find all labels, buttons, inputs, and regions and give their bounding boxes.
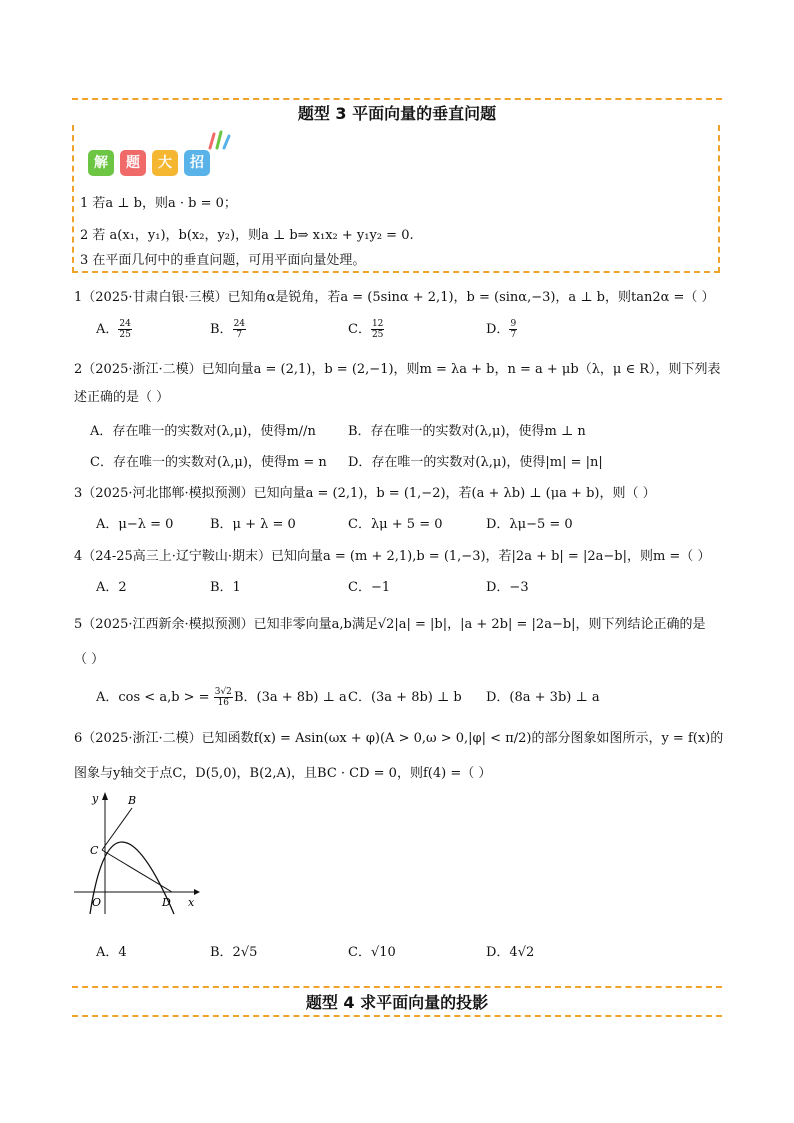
q3-stem: 3（2025·河北邯郸·模拟预测）已知向量a = (2,1)，b = (1,−2)，若(a + λb) ⊥ (μa + b)，则（ ） [74,486,656,501]
q1-option-d-label: D． [486,322,510,337]
q4-option-c[interactable]: C．−1 [348,580,391,595]
segment-cd [102,850,172,892]
q6-stem-line-2: 图象与y轴交于点C，D(5,0)，B(2,A)，且BC · CD = 0，则f(4) =（ ） [74,766,492,781]
q1-stem: 1（2025·甘肃白银·三模）已知角α是锐角，若a = (5sinα + 2,1)，b = (sinα,−3)，a ⊥ b，则tan2α =（ ） [74,290,715,305]
section3-title: 题型 3 平面向量的垂直问题 [297,104,497,123]
q1-option-b-num: 24 [233,319,246,329]
q1-option-c-num: 12 [371,319,384,329]
q2-option-c[interactable]: C．存在唯一的实数对(λ,μ)，使得m = n [90,455,327,470]
q3-option-d[interactable]: D．λμ−5 = 0 [486,517,573,532]
q5-option-c[interactable]: C．(3a + 8b) ⊥ b [348,690,462,705]
q1-option-a-den: 25 [119,330,131,340]
tip-line-1: 1 若a ⊥ b，则a · b = 0； [80,196,237,211]
badge-ti: 题 [120,150,146,176]
label-c: C [90,844,99,857]
badge-da: 大 [152,150,178,176]
q2-stem-line-2: 述正确的是（ ） [74,390,170,405]
q6-option-c[interactable]: C．√10 [348,945,396,960]
q4-option-d[interactable]: D．−3 [486,580,529,595]
section4-top-divider [72,986,722,988]
q1-option-d[interactable] [486,318,517,340]
x-axis-arrow [194,889,200,895]
q5-option-b[interactable]: B．(3a + 8b) ⊥ a [234,690,347,705]
label-origin: O [92,896,102,909]
q5-option-a[interactable] [96,686,233,708]
section4-bottom-divider [72,1015,722,1017]
badge-zhao: 招 [184,150,210,176]
q1-option-c[interactable] [348,318,384,340]
q1-option-c-den: 25 [371,330,384,340]
q6-stem-line-1: 6（2025·浙江·二模）已知函数f(x) = Asin(ωx + φ)(A > 0,ω > 0,|φ| < π/2)的部分图象如图所示，y = f(x)的 [74,731,724,746]
q4-option-a[interactable]: A．2 [96,580,127,595]
y-axis-arrow [102,792,108,800]
q6-option-a[interactable]: A．4 [96,945,127,960]
q5-stem-line-2: （ ） [74,652,105,667]
label-b: B [128,794,137,807]
q1-option-a[interactable] [96,318,132,340]
q3-option-a[interactable]: A．μ−λ = 0 [96,517,174,532]
q1-option-b-label: B． [210,322,233,337]
q2-option-d[interactable]: D．存在唯一的实数对(λ,μ)，使得|m| = |n| [348,455,603,470]
q1-option-a-label: A． [96,322,119,337]
tip-line-2: 2 若 a(x₁，y₁)，b(x₂，y₂)，则a ⊥ b⇒ x₁x₂ + y₁y₂ = 0. [80,228,414,243]
badge-jie: 解 [88,150,114,176]
tip-line-3: 3 在平面几何中的垂直问题，可用平面向量处理。 [80,253,366,268]
section3-top-divider [72,98,722,100]
q2-stem-line-1: 2（2025·浙江·二模）已知向量a = (2,1)，b = (2,−1)，则m = λa + b，n = a + μb（λ，μ ∈ R），则下列表 [74,362,721,377]
q3-option-c[interactable]: C．λμ + 5 = 0 [348,517,443,532]
q3-option-b[interactable]: B．μ + λ = 0 [210,517,296,532]
sparkle-icon [206,128,232,150]
q5-option-a-num: 3√2 [214,687,232,697]
q6-option-b[interactable]: B．2√5 [210,945,258,960]
label-x: x [188,896,195,909]
q1-option-a-num: 24 [119,319,131,329]
q5-option-a-den: 16 [217,698,230,708]
q5-option-a-pre: A．cos < a,b > = [96,690,214,705]
q6-option-d[interactable]: D．4√2 [486,945,535,960]
q2-option-a[interactable]: A．存在唯一的实数对(λ,μ)，使得m//n [90,424,316,439]
label-d: D [162,896,171,909]
q1-option-b-den: 7 [236,330,243,340]
q4-option-b[interactable]: B．1 [210,580,241,595]
q4-stem: 4（24-25高三上·辽宁鞍山·期末）已知向量a = (m + 2,1),b = (1,−3)，若|2a + b| = |2a−b|，则m =（ ） [74,549,711,564]
q2-option-b[interactable]: B．存在唯一的实数对(λ,μ)，使得m ⊥ n [348,424,586,439]
q6-function-graph [70,790,200,920]
q1-option-b[interactable] [210,318,246,340]
q1-option-d-num: 9 [510,319,517,329]
q1-option-d-den: 7 [510,330,517,340]
q1-option-c-label: C． [348,322,371,337]
section4-title: 题型 4 求平面向量的投影 [305,993,489,1012]
label-y: y [92,792,99,805]
q5-option-d[interactable]: D．(8a + 3b) ⊥ a [486,690,600,705]
q5-stem-line-1: 5（2025·江西新余·模拟预测）已知非零向量a,b满足√2|a| = |b|，|a + 2b| = |2a−b|，则下列结论正确的是 [74,617,706,632]
